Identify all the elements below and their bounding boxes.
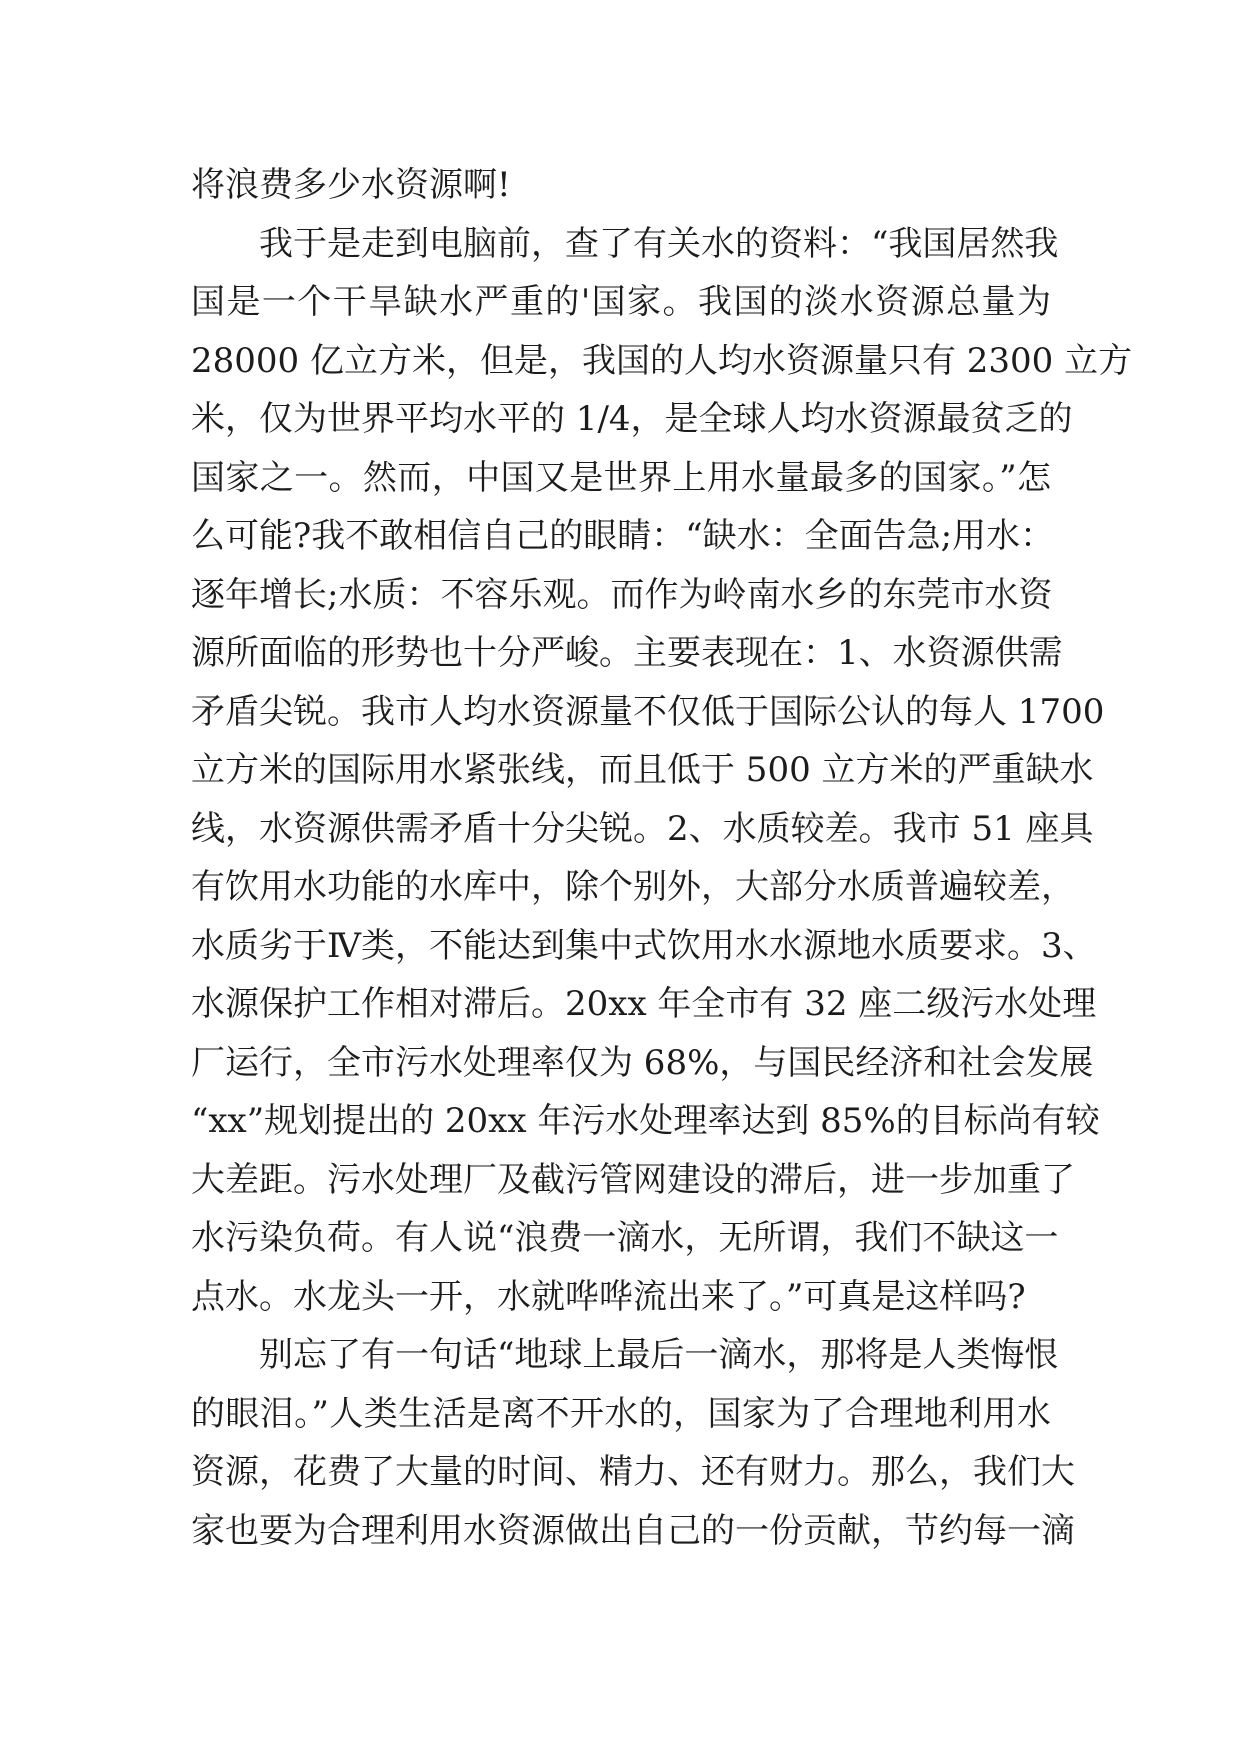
text-line: 线，水资源供需矛盾十分尖锐。2、水质较差。我市 51 座具 (191, 808, 1094, 849)
text-line: 水质劣于Ⅳ类，不能达到集中式饮用水水源地水质要求。3、 (191, 925, 1097, 966)
text-line: 的眼泪。”人类生活是离不开水的，国家为了合理地利用水 (191, 1393, 1051, 1434)
text-line: 源所面临的形势也十分严峻。主要表现在：1、水资源供需 (191, 633, 1063, 673)
text-line: 立方米的国际用水紧张线，而且低于 500 立方米的严重缺水 (191, 750, 1094, 790)
text-line: 国是一个干旱缺水严重的'国家。我国的淡水资源总量为 (191, 282, 1051, 322)
body-text (191, 156, 1133, 1560)
text-line: 大差距。污水处理厂及截污管网建设的滞后，进一步加重了 (191, 1159, 1075, 1200)
text-line: 资源，花费了大量的时间、精力、还有财力。那么，我们大 (191, 1452, 1075, 1492)
text-line: 将浪费多少水资源啊! (191, 165, 511, 205)
text-line: 米，仅为世界平均水平的 1/4，是全球人均水资源最贫乏的 (191, 399, 1073, 439)
text-line: 逐年增长;水质：不容乐观。而作为岭南水乡的东莞市水资 (191, 574, 1053, 615)
text-line: 水源保护工作相对滞后。20xx 年全市有 32 座二级污水处理 (191, 984, 1097, 1024)
text-line: 厂运行，全市污水处理率仅为 68%，与国民经济和社会发展 (191, 1042, 1094, 1083)
text-line: 矛盾尖锐。我市人均水资源量不仅低于国际公认的每人 1700 (191, 691, 1105, 732)
paragraph-start-line: 别忘了有一句话“地球上最后一滴水，那将是人类悔恨 (259, 1335, 1059, 1375)
text-line: 有饮用水功能的水库中，除个别外，大部分水质普遍较差， (191, 867, 1075, 907)
text-line: 点水。水龙头一开，水就哗哗流出来了。”可真是这样吗? (191, 1276, 1026, 1317)
text-line: “xx”规划提出的 20xx 年污水处理率达到 85%的目标尚有较 (191, 1101, 1100, 1141)
text-line: 28000 亿立方米，但是，我国的人均水资源量只有 2300 立方 (191, 340, 1133, 381)
paragraph-start-line: 我于是走到电脑前，查了有关水的资料：“我国居然我 (259, 223, 1059, 264)
text-line: 么可能?我不敢相信自己的眼睛：“缺水：全面告急;用水： (191, 516, 1055, 556)
text-line: 家也要为合理利用水资源做出自己的一份贡献，节约每一滴 (191, 1510, 1075, 1551)
text-line: 水污染负荷。有人说“浪费一滴水，无所谓，我们不缺这一 (191, 1218, 1059, 1258)
text-line: 国家之一。然而，中国又是世界上用水量最多的国家。”怎 (191, 457, 1051, 498)
